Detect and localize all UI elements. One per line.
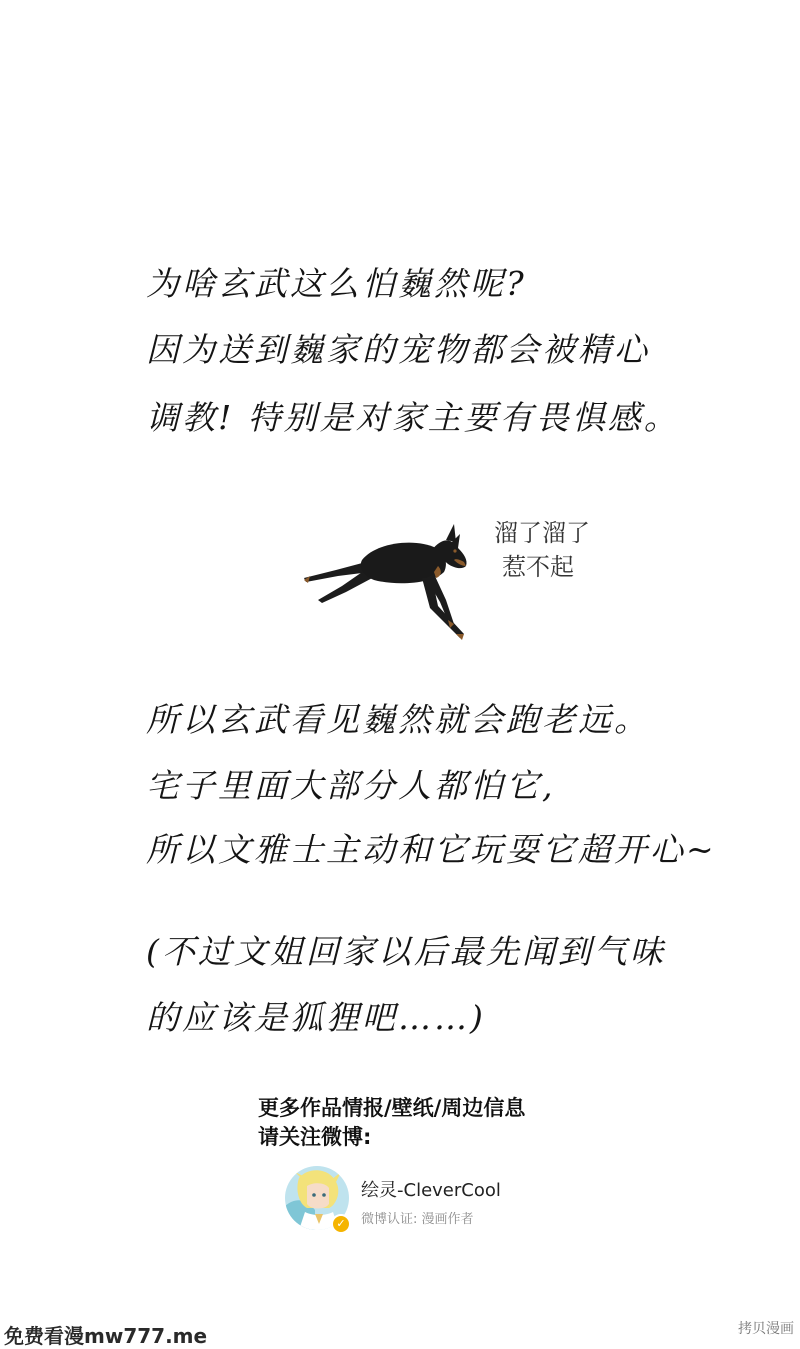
text-line: 所以文雅士主动和它玩耍它超开心~ — [146, 830, 717, 869]
text-line: 因为送到巍家的宠物都会被精心 — [146, 330, 650, 369]
account-verification: 微博认证: 漫画作者 — [361, 1212, 474, 1227]
verified-badge-icon: ✓ — [331, 1214, 351, 1234]
dog-caption — [494, 516, 624, 584]
watermark-right: 拷贝漫画 — [738, 1321, 794, 1337]
account-name[interactable]: 绘灵-CleverCool — [361, 1180, 501, 1201]
text-line: 宅子里面大部分人都怕它, — [146, 766, 556, 805]
text-line: 的应该是狐狸吧……) — [146, 998, 486, 1037]
follow-notice — [258, 1094, 525, 1152]
text-line: 所以玄武看见巍然就会跑老远。 — [146, 700, 650, 739]
caption-line: 惹不起 — [502, 553, 574, 581]
follow-line: 更多作品情报/壁纸/周边信息 — [258, 1096, 526, 1120]
text-line: 为啥玄武这么怕巍然呢? — [146, 264, 527, 303]
text-line: 调教! 特别是对家主要有畏惧感。 — [146, 398, 680, 437]
watermark-left: 免费看漫mw777.me — [4, 1324, 208, 1348]
running-doberman-icon — [296, 520, 486, 650]
weibo-account-card[interactable] — [285, 1164, 545, 1234]
follow-line: 请关注微博: — [258, 1125, 372, 1149]
text-line: (不过文姐回家以后最先闻到气味 — [146, 932, 666, 971]
caption-line: 溜了溜了 — [494, 519, 590, 547]
